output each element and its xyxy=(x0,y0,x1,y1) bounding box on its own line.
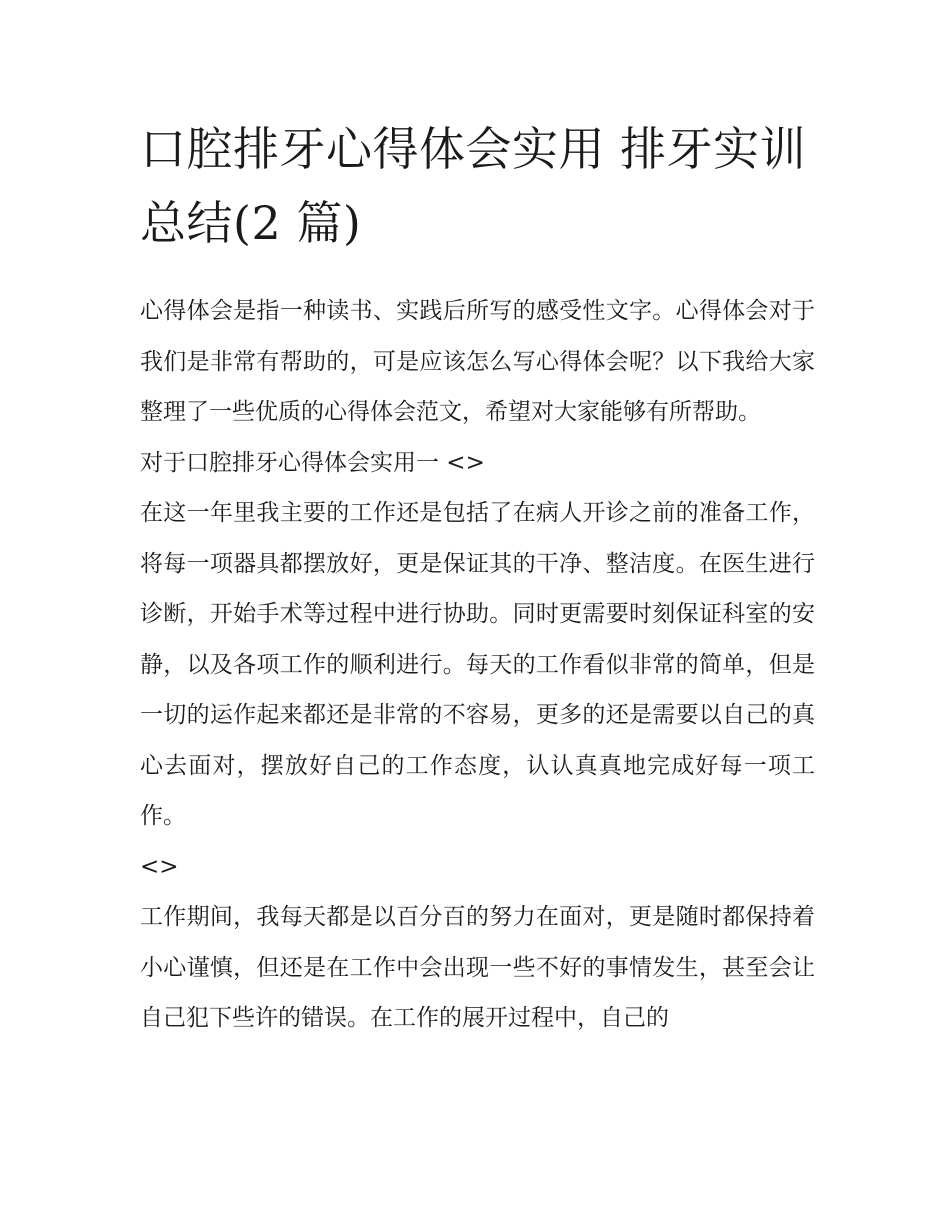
separator-paragraph: <> xyxy=(140,853,179,880)
body-paragraph: 工作期间，我每天都是以百分百的努力在面对，更是随时都保持着小心谨慎，但还是在工作中会出现一些不好的事情发生，甚至会让自己犯下些许的错误。在工作的展开过程中，自己的 xyxy=(140,904,815,1031)
section-heading: 对于口腔排牙心得体会实用一 <> xyxy=(140,449,485,476)
intro-paragraph: 心得体会是指一种读书、实践后所写的感受性文字。心得体会对于我们是非常有帮助的，可是应该怎么写心得体会呢？以下我给大家整理了一些优质的心得体会范文，希望对大家能够有所帮助。 xyxy=(140,298,815,425)
document-title: 口腔排牙心得体会实用 排牙实训总结(2 篇) xyxy=(140,122,807,250)
document-page xyxy=(140,112,815,1044)
body-paragraph: 在这一年里我主要的工作还是包括了在病人开诊之前的准备工作，将每一项器具都摆放好，更是保证其的干净、整洁度。在医生进行诊断，开始手术等过程中进行协助。同时更需要时刻保证科室的安静，以及各项工作的顺利进行。每天的工作看似非常的简单，但是一切的运作起来都还是非常的不容易，更多的还是需要以自己的真心去面对，摆放好自己的工作态度，认认真真地完成好每一项工作。 xyxy=(140,500,815,829)
